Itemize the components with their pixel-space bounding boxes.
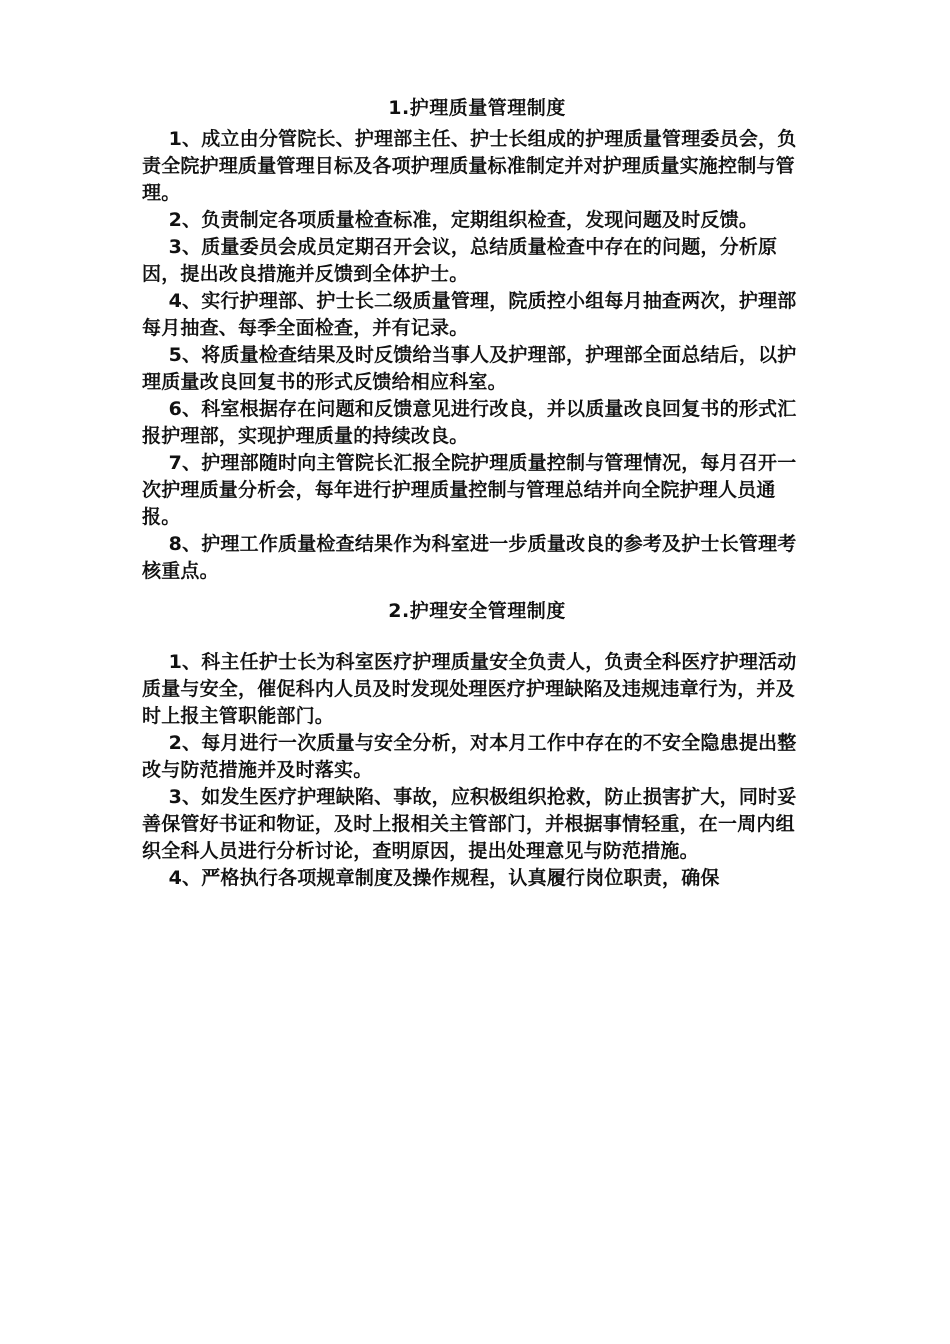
document-content: [142, 94, 812, 892]
section-title-quality-management: 1.护理质量管理制度: [388, 97, 566, 119]
safety-item-3: 3、如发生医疗护理缺陷、事故，应积极组织抢救，防止损害扩大，同时妥善保管好书证和物证，及时上报相关主管部门，并根据事情轻重，在一周内组织全科人员进行分析讨论，查明原因，提出处理意见与防范措施。: [142, 786, 797, 862]
quality-item-4: 4、实行护理部、护士长二级质量管理，院质控小组每月抽查两次，护理部每月抽查、每季全面检查，并有记录。: [142, 290, 797, 339]
quality-item-5: 5、将质量检查结果及时反馈给当事人及护理部，护理部全面总结后，以护理质量改良回复书的形式反馈给相应科室。: [142, 344, 797, 393]
safety-item-4: 4、严格执行各项规章制度及操作规程，认真履行岗位职责，确保: [168, 867, 720, 889]
quality-item-1: 1、成立由分管院长、护理部主任、护士长组成的护理质量管理委员会，负责全院护理质量管理目标及各项护理质量标准制定并对护理质量实施控制与管理。: [142, 128, 797, 204]
safety-item-1: 1、科主任护士长为科室医疗护理质量安全负责人，负责全科医疗护理活动质量与安全，催促科内人员及时发现处理医疗护理缺陷及违规违章行为，并及时上报主管职能部门。: [142, 651, 797, 727]
safety-item-2: 2、每月进行一次质量与安全分析，对本月工作中存在的不安全隐患提出整改与防范措施并及时落实。: [142, 732, 797, 781]
quality-item-6: 6、科室根据存在问题和反馈意见进行改良，并以质量改良回复书的形式汇报护理部，实现护理质量的持续改良。: [142, 398, 797, 447]
quality-item-2: 2、负责制定各项质量检查标准，定期组织检查，发现问题及时反馈。: [168, 209, 759, 231]
quality-item-3: 3、质量委员会成员定期召开会议，总结质量检查中存在的问题，分析原因，提出改良措施并反馈到全体护士。: [142, 236, 778, 285]
section-title-safety-management: 2.护理安全管理制度: [388, 600, 566, 622]
quality-item-7: 7、护理部随时向主管院长汇报全院护理质量控制与管理情况，每月召开一次护理质量分析会，每年进行护理质量控制与管理总结并向全院护理人员通报。: [142, 452, 797, 528]
quality-item-8: 8、护理工作质量检查结果作为科室进一步质量改良的参考及护士长管理考核重点。: [142, 533, 797, 582]
